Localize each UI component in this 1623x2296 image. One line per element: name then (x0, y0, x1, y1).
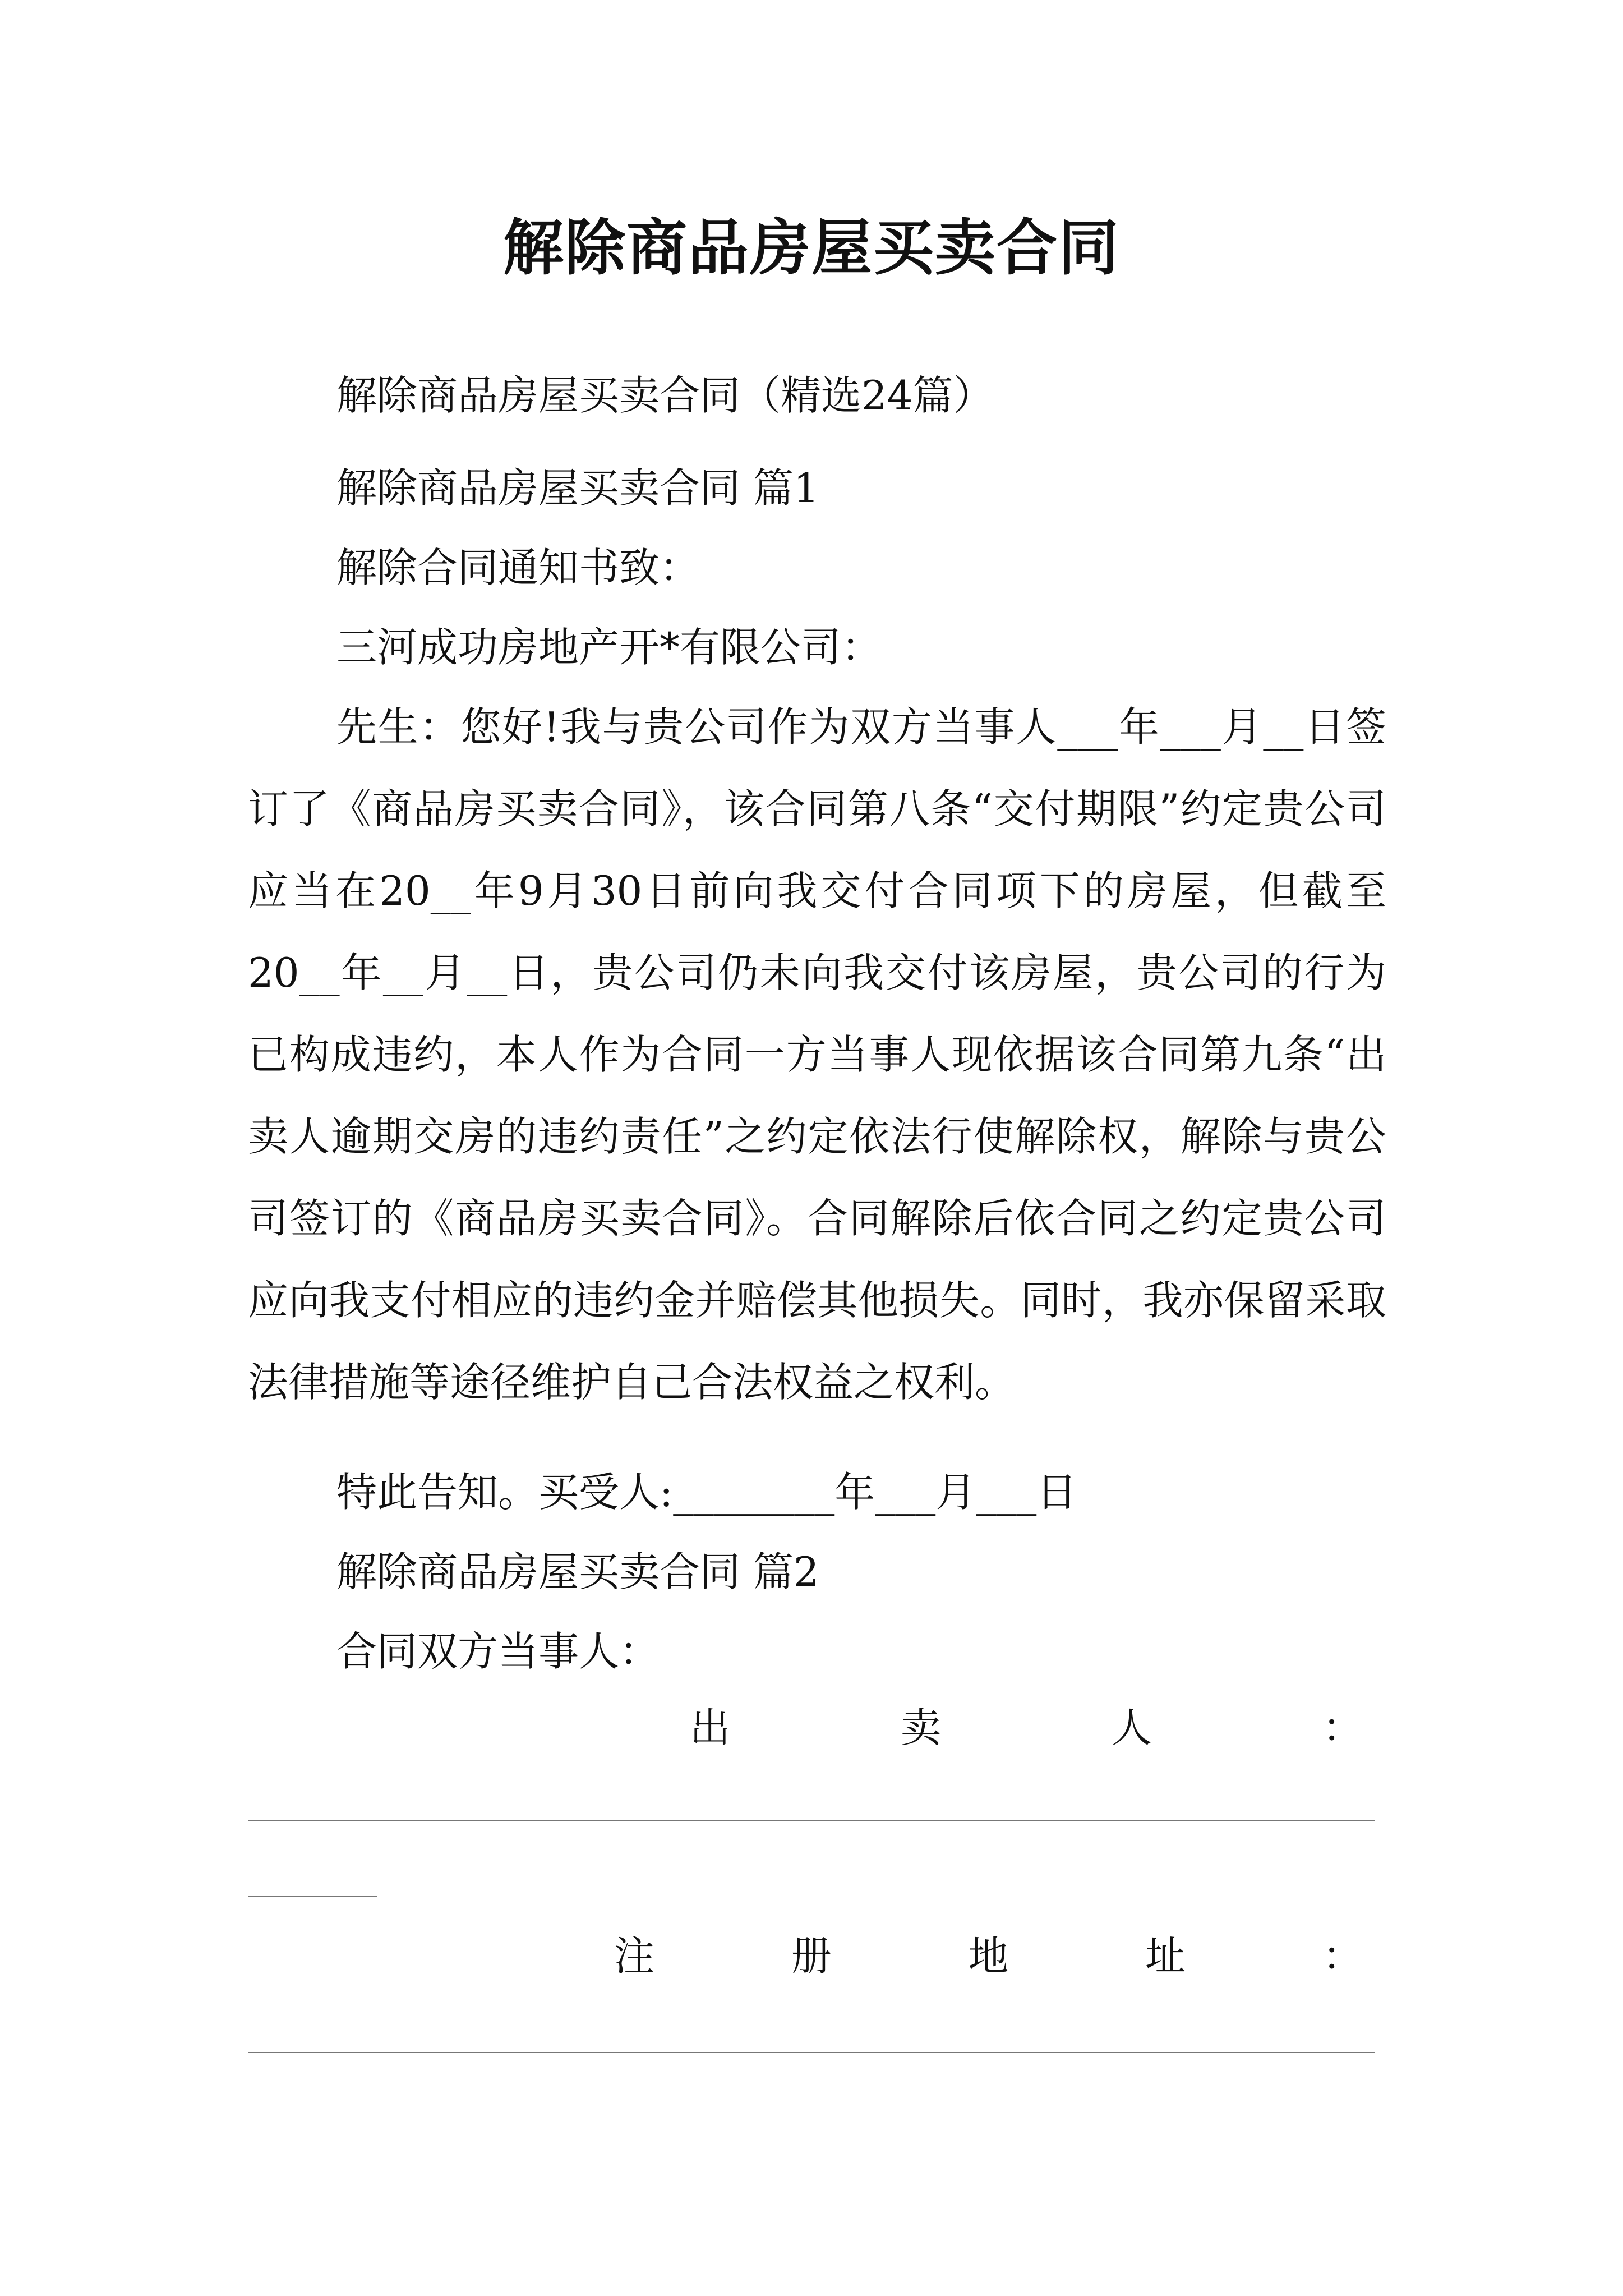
notice-title: 解除合同通知书致： (336, 544, 700, 591)
company-name: 三河成功房地产开*有限公司： (336, 624, 882, 671)
address-label-char: 地 (968, 1932, 1009, 1980)
seller-label-char: ： (1322, 1704, 1363, 1751)
address-label-char: 址 (1145, 1932, 1186, 1980)
address-label-char: 册 (791, 1932, 832, 1980)
address-label-char: 注 (614, 1932, 655, 1980)
registered-address-label (614, 1928, 1363, 1984)
part1-heading: 解除商品房屋买卖合同 篇1 (336, 464, 819, 512)
address-blank-line (248, 2052, 1375, 2053)
address-label-char: ： (1322, 1932, 1363, 1980)
seller-label (690, 1700, 1363, 1756)
seller-blank-line-continued (248, 1896, 377, 1897)
closing-line: 特此告知。买受人:________年___月___日 (336, 1469, 1077, 1516)
part2-heading: 解除商品房屋买卖合同 篇2 (336, 1548, 819, 1595)
subtitle: 解除商品房屋买卖合同（精选24篇） (336, 372, 994, 419)
seller-label-char: 出 (690, 1704, 731, 1751)
seller-label-char: 卖 (900, 1704, 941, 1751)
notice-body-paragraph: 先生：您好!我与贵公司作为双方当事人___年___月__日签订了《商品房买卖合同》，该合同第八条“交付期限”约定贵公司应当在20__年9月30日前向我交付合同项下的房屋，但截至20__年__月__日，贵公司仍未向我交付该房屋，贵公司的行为已构成违约，本人作为合同一方当事人现依据该合同第九条“出卖人逾期交房的违约责任”之约定依法行使解除权，解除与贵公司签订的《商品房买卖合同》。合同解除后依合同之约定贵公司应向我支付相应的违约金并赔偿其他损失。同时，我亦保留采取法律措施等途径维护自己合法权益之权利。 (248, 703, 1386, 1406)
seller-label-char: 人 (1111, 1704, 1152, 1751)
parties-label: 合同双方当事人： (336, 1628, 660, 1675)
seller-blank-line (248, 1820, 1375, 1821)
document-title: 解除商品房屋买卖合同 (502, 213, 1120, 283)
